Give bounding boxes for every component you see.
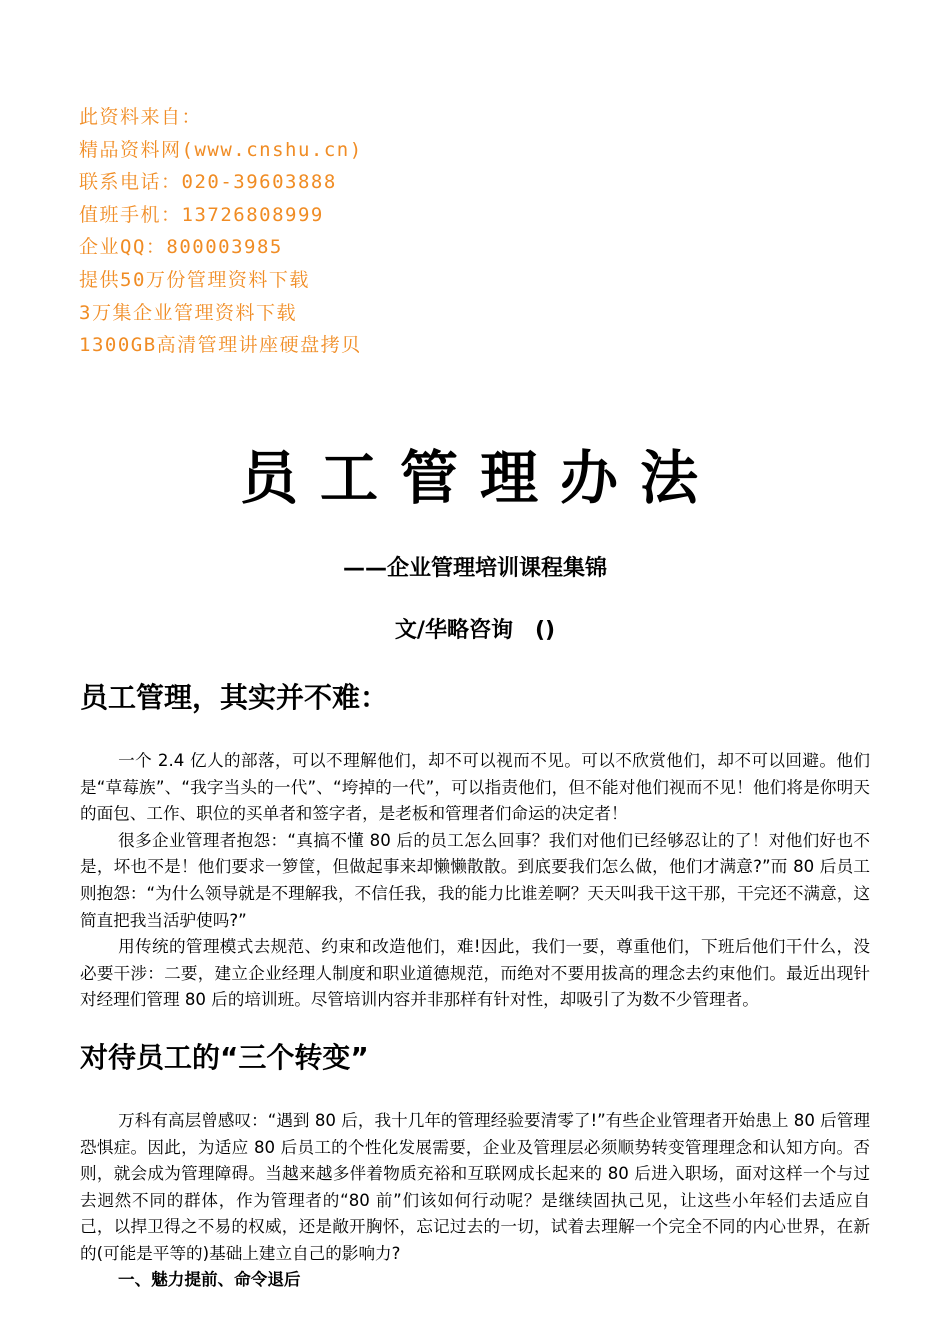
offer-line-1: 提供50万份管理资料下载: [79, 268, 310, 291]
mobile-line: 值班手机：13726808999: [79, 203, 324, 226]
paragraph: 用传统的管理模式去规范、约束和改造他们，难!因此，我们一要，尊重他们，下班后他们干什么，没必要干涉：二要，建立企业经理人制度和职业道德规范，而绝对不要用拔高的理念去约束他们。最近出现针对经理们管理 80 后的培训班。尽管培训内容并非那样有针对性，却吸引了为数不少管理者。: [80, 937, 870, 1010]
paragraph: 很多企业管理者抱怨：“真搞不懂 80 后的员工怎么回事？我们对他们已经够忍让的了！对他们好也不是，坏也不是！他们要求一箩筐，但做起事来却懒懒散散。到底要我们怎么做，他们才满意?”而 80 后员工则抱怨：“为什么领导就是不理解我，不信任我，我的能力比谁差啊？天天叫我干这干那，干完还不满意，这简直把我当活驴使吗?”: [80, 830, 870, 930]
section-heading-1: 员工管理，其实并不难：: [80, 681, 389, 714]
section-1-body: [80, 748, 870, 1014]
source-info-block: [79, 101, 363, 362]
qq-line: 企业QQ：800003985: [79, 236, 283, 259]
subsection-heading: 一、魅力提前、命令退后: [118, 1270, 301, 1289]
section-2-body: [80, 1108, 870, 1268]
document-title: 员工管理办法: [239, 444, 720, 512]
section-heading-2: 对待员工的“三个转变”: [80, 1041, 369, 1074]
document-author: 文/华略咨询 (): [394, 618, 556, 643]
offer-line-3: 1300GB高清管理讲座硬盘拷贝: [79, 334, 362, 357]
source-site-line: 精品资料网(www.cnshu.cn): [79, 138, 363, 161]
phone-line: 联系电话：020-39603888: [79, 171, 337, 194]
document-subtitle: ——企业管理培训课程集锦: [342, 556, 607, 581]
offer-line-2: 3万集企业管理资料下载: [79, 301, 297, 324]
paragraph: 一个 2.4 亿人的部落，可以不理解他们，却不可以视而不见。可以不欣赏他们，却不可以回避。他们是“草莓族”、“我字当头的一代”、“垮掉的一代”，可以指责他们，但不能对他们视而不见！他们将是你明天的面包、工作、职位的买单者和签字者，是老板和管理者们命运的决定者！: [80, 751, 870, 824]
paragraph: 万科有高层曾感叹：“遇到 80 后，我十几年的管理经验要清零了!”有些企业管理者开始患上 80 后管理恐惧症。因此，为适应 80 后员工的个性化发展需要，企业及管理层必须顺势转变管理理念和认知方向。否则，就会成为管理障碍。当越来越多伴着物质充裕和互联网成长起来的 80 后进入职场，面对这样一个与过去迥然不同的群体，作为管理者的“80 前”们该如何行动呢？是继续固执己见，让这些小年轻们去适应自己，以捍卫得之不易的权威，还是敞开胸怀，忘记过去的一切，试着去理解一个完全不同的内心世界，在新的(可能是平等的)基础上建立自己的影响力?: [80, 1111, 870, 1263]
source-line: 此资料来自：: [79, 106, 203, 128]
